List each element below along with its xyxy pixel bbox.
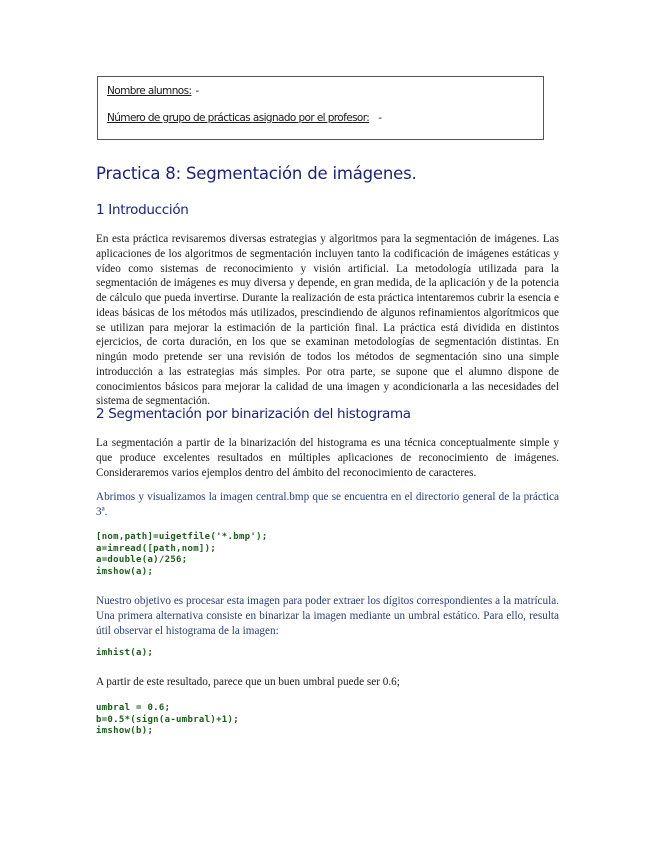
group-label: Número de grupo de prácticas asignado por el profesor:: [107, 112, 370, 124]
group-value: -: [378, 112, 382, 124]
code-block-histogram: imhist(a);: [96, 648, 154, 658]
segmentation-paragraph: La segmentación a partir de la binarización del histograma es una técnica conceptualmente simple y que produce excelentes resultados en múltiples aplicaciones de reconocimiento de imágenes. Consideraremos varios ejemplos dentro del ámbito del reconocimiento de caracteres.: [96, 437, 559, 479]
group-line: [107, 112, 381, 124]
student-info-box: [97, 76, 544, 140]
threshold-paragraph: A partir de este resultado, parece que un buen umbral puede ser 0.6;: [96, 676, 400, 688]
code-block-threshold: umbral = 0.6; b=0.5*(sign(a-umbral)+1); imshow(b);: [96, 703, 239, 736]
introduction-paragraph: En esta práctica revisaremos diversas estrategias y algoritmos para la segmentación de imágenes. Las aplicaciones de los algoritmos de segmentación incluyen tanto la codificación de imágenes estáticas y vídeo como sistemas de reconocimiento y visión artificial. La metodología utilizada para la segmentación de imágenes es muy diversa y depende, en gran medida, de la aplicación y de la potencia de cálculo que pueda invertirse. Durante la realización de esta práctica intentaremos cubrir la esencia e ideas básicas de los métodos más utilizados, prescindiendo de algunos refinamientos algorítmicos que se utilizan para mejorar la estimación de la partición final. La práctica está dividida en distintos ejercicios, de corta duración, en los que se examinan metodologías de segmentación distintas. En ningún modo pretende ser una revisión de todos los métodos de segmentación sino una simple introducción a las estrategias más simples. Por otra parte, se supone que el alumno dispone de conocimientos básicos para mejorar la calidad de una imagen y acondicionarla a las necesidades del sistema de segmentación.: [96, 233, 559, 408]
students-label: Nombre alumnos:: [107, 85, 192, 97]
open-image-instruction: Abrimos y visualizamos la imagen central.bmp que se encuentra en el directorio general de la práctica 3ª.: [96, 491, 559, 518]
students-value: -: [195, 85, 199, 97]
students-line: [107, 85, 199, 97]
objective-paragraph: Nuestro objetivo es procesar esta imagen para poder extraer los dígitos correspondientes a la matrícula. Una primera alternativa consiste en binarizar la imagen mediante un umbral estático. Para ello, resulta útil observar el histograma de la imagen:: [96, 595, 559, 637]
code-block-load-image: [nom,path]=uigetfile('*.bmp'); a=imread([path,nom]); a=double(a)/256; imshow(a);: [96, 532, 268, 577]
section-heading-segmentation: 2 Segmentación por binarización del histograma: [96, 406, 411, 422]
page-title: Practica 8: Segmentación de imágenes.: [96, 164, 417, 183]
section-heading-introduction: 1 Introducción: [96, 202, 189, 218]
